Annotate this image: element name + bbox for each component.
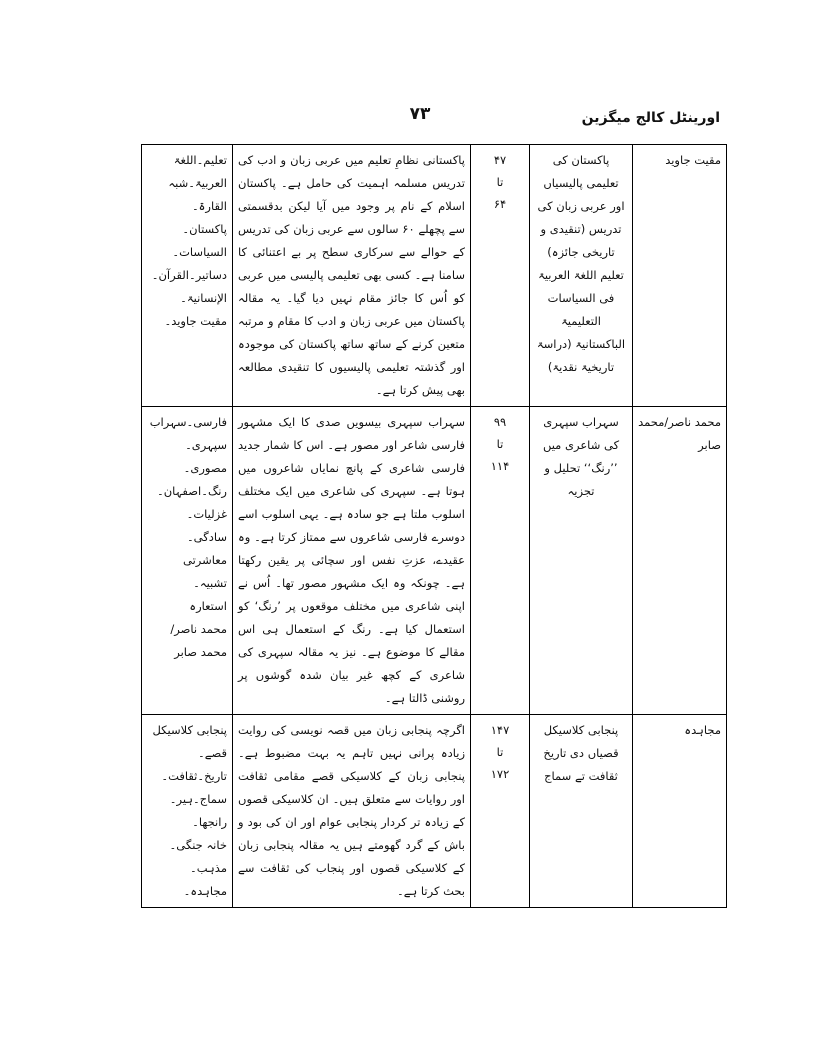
table-row bbox=[142, 407, 727, 715]
article-index-table bbox=[141, 144, 727, 908]
keyword: سپہری۔مصوری۔ bbox=[183, 438, 227, 475]
keyword: العربیۃ۔شبہ القارۃ۔ bbox=[168, 176, 227, 213]
keyword: مجاہدہ۔ bbox=[183, 884, 227, 898]
pages-cell bbox=[471, 715, 530, 908]
title-cell: پاکستان کی تعلیمی پالیسیاں اور عربی زبان کی تدریس (تنقیدی و تاریخی جائزہ) تعلیم اللغۃ العربیۃ فی السیاسات التعلیمیۃ الباکستانیۃ (دراسۃ تاریخیۃ نقدیۃ) bbox=[530, 145, 633, 407]
page-start: ۱۴۷ bbox=[490, 723, 510, 737]
abstract-cell: پاکستانی نظامِ تعلیم میں عربی زبان و ادب کی تدریس مسلمہ اہمیت کی حامل ہے۔ پاکستان اسلام کے نام پر وجود میں آیا لیکن بدقسمتی سے پچھلے ۶۰ سالوں سے عربی زبان کی تدریس کے حوالے سے سرکاری سطح پر بے اعتنائی کا سامنا ہے۔ کسی بھی تعلیمی پالیسی میں عربی کو اُس کا جائز مقام نہیں دیا گیا۔ یہ مقالہ پاکستان میں عربی زبان و ادب کا مقام و مرتبہ متعین کرنے کے ساتھ ساتھ پاکستان کی موجودہ اور گذشتہ تعلیمی پالیسیوں کا تنقیدی مطالعہ بھی پیش کرتا ہے۔ bbox=[233, 145, 471, 407]
journal-name: اورینٹل کالج میگزین bbox=[581, 110, 720, 126]
page-range-sep: تا bbox=[496, 175, 504, 189]
keyword: محمد ناصر/محمد صابر bbox=[170, 622, 227, 659]
keyword: سماج۔ہیر۔رانجھا۔ bbox=[169, 792, 227, 829]
pages-cell bbox=[471, 145, 530, 407]
author-cell: محمد ناصر/محمد صابر bbox=[633, 407, 727, 715]
table-row bbox=[142, 145, 727, 407]
title-cell: پنجابی کلاسیکل قصیاں دی تاریخ ثقافت تے سماج bbox=[530, 715, 633, 908]
keyword: تاریخ۔ثقافت۔ bbox=[161, 769, 227, 783]
keyword: قصے۔ bbox=[198, 746, 227, 760]
keyword: الإنسانیۃ۔ bbox=[180, 291, 227, 305]
page-start: ۴۷ bbox=[493, 153, 507, 167]
page-number: ۷۳ bbox=[409, 104, 431, 124]
keywords-cell bbox=[142, 407, 233, 715]
keyword: غزلیات۔سادگی۔ bbox=[186, 507, 227, 544]
pages-cell bbox=[471, 407, 530, 715]
title-cell: سہراب سپہری کی شاعری میں ’’رنگ‘‘ تحلیل و تجزیہ bbox=[530, 407, 633, 715]
author-cell: مجاہدہ bbox=[633, 715, 727, 908]
author-cell: مقیت جاوید bbox=[633, 145, 727, 407]
keyword: تعلیم۔اللغۃ bbox=[173, 153, 227, 167]
page-range-sep: تا bbox=[496, 745, 504, 759]
keyword: خانہ جنگی۔مذہب۔ bbox=[169, 838, 227, 875]
keyword: دساتیر۔القرآن۔ bbox=[151, 268, 227, 282]
keywords-cell bbox=[142, 715, 233, 908]
keyword: استعارہ bbox=[189, 599, 227, 613]
page-header bbox=[120, 104, 720, 134]
keywords-cell bbox=[142, 145, 233, 407]
page-end: ۶۴ bbox=[493, 197, 507, 211]
abstract-cell: اگرچہ پنجابی زبان میں قصہ نویسی کی روایت زیادہ پرانی نہیں تاہم یہ بہت مضبوط ہے۔ پنجابی زبان کے کلاسیکی قصے مقامی ثقافت اور روایات سے متعلق ہیں۔ ان کلاسیکی قصوں کے زیادہ تر کردار پنجابی عوام اور ان کی بود و باش کے گرد گھومتے ہیں یہ مقالہ پنجابی زبان کے کلاسیکی قصوں اور پنجاب کی ثقافت سے بحث کرتا ہے۔ bbox=[233, 715, 471, 908]
keyword: فارسی۔سہراب bbox=[149, 415, 227, 429]
page-end: ۱۷۲ bbox=[490, 767, 510, 781]
keyword: السیاسات۔ bbox=[172, 245, 227, 259]
keyword: مقیت جاوید۔ bbox=[164, 314, 227, 328]
keyword: معاشرتی تشبیہ۔ bbox=[183, 553, 227, 590]
abstract-cell: سہراب سپہری بیسویں صدی کا ایک مشہور فارسی شاعر اور مصور ہے۔ اس کا شمار جدید فارسی شاعری کے پانچ نمایاں شاعروں میں ہوتا ہے۔ سپہری کی شاعری میں ایک مختلف اسلوب ملتا ہے جو سادہ ہے۔ یہی اسلوب اسے دوسرے فارسی شاعروں سے ممتاز کرتا ہے۔ وہ عقیدے، عزتِ نفس اور سچائی پر یقین رکھتا ہے۔ چونکہ وہ ایک مشہور مصور تھا۔ اُس نے اپنی شاعری میں مختلف موقعوں پر ’رنگ‘ کو استعمال کیا ہے۔ رنگ کے استعمال ہی اس مقالے کا موضوع ہے۔ نیز یہ مقالہ سپہری کی شاعری کے کچھ غیر بیان شدہ گوشوں پر روشنی ڈالتا ہے۔ bbox=[233, 407, 471, 715]
keyword: پاکستان۔ bbox=[182, 222, 227, 236]
page-end: ۱۱۴ bbox=[490, 459, 510, 473]
page-start: ۹۹ bbox=[493, 415, 507, 429]
keyword: رنگ۔اصفہان۔ bbox=[157, 484, 227, 498]
table-row bbox=[142, 715, 727, 908]
keyword: پنجابی کلاسیکل bbox=[152, 723, 227, 737]
page-range-sep: تا bbox=[496, 437, 504, 451]
